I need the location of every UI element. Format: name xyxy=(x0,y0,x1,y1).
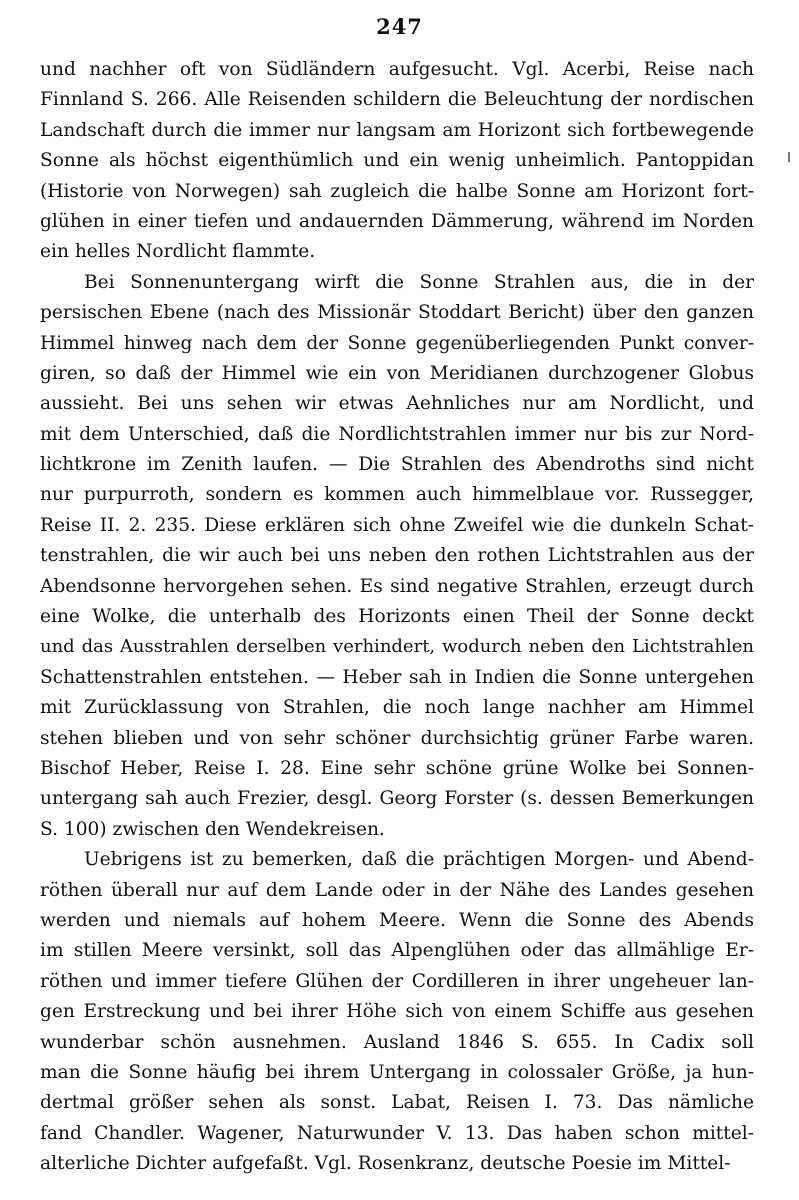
text-line: im stillen Meere versinkt, soll das Alpenglühen oder das allmählige Er- xyxy=(40,940,754,962)
text-line: werden und niemals auf hohem Meere. Wenn die Sonne des Abends xyxy=(40,909,754,931)
text-line: (Historie von Norwegen) sah zugleich die halbe Sonne am Horizont fort- xyxy=(40,180,754,202)
text-line: und das Ausstrahlen derselben verhindert, wodurch neben den Lichtstrahlen xyxy=(40,636,754,658)
text-line: stehen blieben und von sehr schöner durchsichtig grüner Farbe waren. xyxy=(40,727,754,749)
text-line: persischen Ebene (nach des Missionär Stoddart Bericht) über den ganzen xyxy=(40,302,754,324)
text-line: gen Erstreckung und bei ihrer Höhe sich von einem Schiffe aus gesehen xyxy=(40,1001,754,1023)
text-line: Landschaft durch die immer nur langsam am Horizont sich fortbewegende xyxy=(40,119,754,141)
text-line: Abendsonne hervorgehen sehen. Es sind negative Strahlen, erzeugt durch xyxy=(40,575,754,597)
text-line: glühen in einer tiefen und andauernden Dämmerung, während im Norden xyxy=(40,210,754,232)
text-line: wunderbar schön ausnehmen. Ausland 1846 S. 655. In Cadix soll xyxy=(40,1031,754,1053)
text-line: Bischof Heber, Reise I. 28. Eine sehr schöne grüne Wolke bei Sonnen- xyxy=(40,757,754,779)
text-line: Uebrigens ist zu bemerken, daß die prächtigen Morgen- und Abend- xyxy=(84,849,754,871)
text-line: eine Wolke, die unterhalb des Horizonts einen Theil der Sonne deckt xyxy=(40,606,754,628)
text-line: lichtkrone im Zenith laufen. — Die Strahlen des Abendroths sind nicht xyxy=(40,454,754,476)
paragraph xyxy=(40,845,754,1179)
body-text xyxy=(40,55,754,1179)
page-number: 247 xyxy=(376,14,423,39)
text-line: Sonne als höchst eigenthümlich und ein wenig unheimlich. Pantoppidan xyxy=(40,150,754,172)
text-line: und nachher oft von Südländern aufgesucht. Vgl. Acerbi, Reise nach xyxy=(40,59,754,80)
text-line: man die Sonne häufig bei ihrem Untergang in colossaler Größe, ja hun- xyxy=(40,1061,754,1083)
text-line: fand Chandler. Wagener, Naturwunder V. 13. Das haben schon mittel- xyxy=(40,1122,754,1144)
text-line: nur purpurroth, sondern es kommen auch himmelblaue vor. Russegger, xyxy=(40,484,754,506)
text-line: giren, so daß der Himmel wie ein von Meridianen durchzogener Globus xyxy=(40,362,754,384)
text-line: dertmal größer sehen als sonst. Labat, Reisen I. 73. Das nämliche xyxy=(40,1092,754,1114)
text-line: tenstrahlen, die wir auch bei uns neben den rothen Lichtstrahlen aus der xyxy=(40,545,754,567)
text-line: Bei Sonnenuntergang wirft die Sonne Strahlen aus, die in der xyxy=(84,271,754,293)
text-line: Reise II. 2. 235. Diese erklären sich ohne Zweifel wie die dunkeln Schat- xyxy=(40,514,754,536)
text-line: mit dem Unterschied, daß die Nordlichtstrahlen immer nur bis zur Nord- xyxy=(40,423,754,445)
text-line: Himmel hinweg nach dem der Sonne gegenüberliegenden Punkt conver- xyxy=(40,332,754,354)
text-line: S. 100) zwischen den Wendekreisen. xyxy=(40,818,385,840)
text-line: alterliche Dichter aufgefaßt. Vgl. Rosenkranz, deutsche Poesie im Mittel- xyxy=(40,1153,731,1175)
paragraph xyxy=(40,268,754,845)
paragraph xyxy=(40,55,754,268)
text-line: röthen überall nur auf dem Lande oder in der Nähe des Landes gesehen xyxy=(40,879,754,901)
text-line: Finnland S. 266. Alle Reisenden schildern die Beleuchtung der nordischen xyxy=(40,89,754,111)
text-line: röthen und immer tiefere Glühen der Cordilleren in ihrer ungeheuer lan- xyxy=(40,970,754,992)
text-line: ein helles Nordlicht flammte. xyxy=(40,241,316,263)
text-line: mit Zurücklassung von Strahlen, die noch lange nachher am Himmel xyxy=(40,697,754,719)
margin-mark xyxy=(788,152,790,162)
text-line: aussieht. Bei uns sehen wir etwas Aehnliches nur am Nordlicht, und xyxy=(40,393,754,415)
text-line: Schattenstrahlen entstehen. — Heber sah in Indien die Sonne untergehen xyxy=(40,666,754,688)
text-line: untergang sah auch Frezier, desgl. Georg Forster (s. dessen Bemerkungen xyxy=(40,788,754,810)
